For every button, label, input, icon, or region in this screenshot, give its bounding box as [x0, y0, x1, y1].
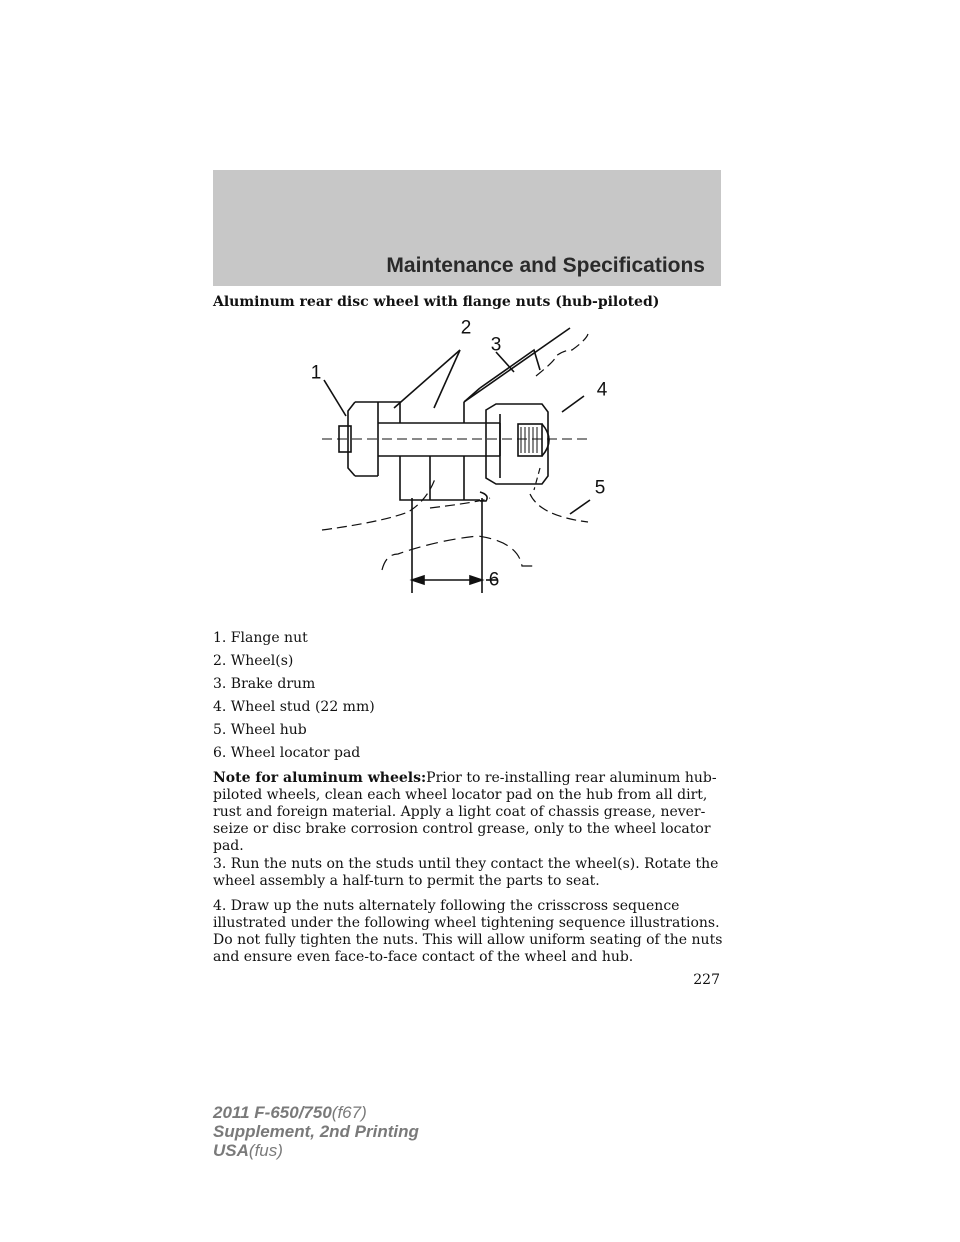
callout-3: 3 [490, 334, 502, 356]
note-label: Note for aluminum wheels: [213, 770, 427, 786]
section-title: Maintenance and Specifications [386, 254, 705, 277]
step-3-paragraph: 3. Run the nuts on the studs until they contact the wheel(s). Rotate the wheel assembly a half-turn to permit the parts to seat. [213, 856, 719, 890]
legend-item: 1. Flange nut [213, 630, 308, 646]
legend-item: 4. Wheel stud (22 mm) [213, 699, 375, 716]
legend-item: 2. Wheel(s) [213, 653, 294, 670]
callout-2: 2 [460, 317, 472, 339]
footer-market: USA [213, 1141, 249, 1160]
document-footer [213, 1103, 613, 1160]
callout-5: 5 [594, 477, 606, 499]
callout-4: 4 [596, 379, 608, 401]
callout-labels [311, 318, 608, 591]
diagram-legend [213, 630, 733, 769]
legend-item: 3. Brake drum [213, 676, 316, 693]
footer-model-code: (f67) [331, 1103, 367, 1122]
section-header-band [213, 170, 721, 286]
callout-6: 6 [488, 569, 500, 591]
legend-item: 6. Wheel locator pad [213, 745, 361, 762]
footer-edition: Supplement, 2nd Printing [213, 1122, 419, 1141]
note-text: Prior to re-installing rear aluminum hub-piloted wheels, clean each wheel locator pad on the hub from all dirt, rust and foreign material. Apply a light coat of chassis grease, never-seize or disc brake corrosion control grease, only to the wheel locator pad. [213, 770, 717, 855]
section-heading: Aluminum rear disc wheel with flange nuts (hub-piloted) [213, 294, 660, 310]
callout-1: 1 [310, 362, 322, 384]
legend-item: 5. Wheel hub [213, 722, 307, 739]
wheel-assembly-drawing [300, 308, 620, 613]
page-number: 227 [693, 972, 720, 988]
footer-market-code: (fus) [248, 1141, 283, 1160]
aluminum-wheel-note [213, 770, 733, 855]
step-4-paragraph: 4. Draw up the nuts alternately following the crisscross sequence illustrated under the following wheel tightening sequence illustrations. Do not fully tighten the nuts. This will allow uniform seating of the nuts and ensure even face-to-face contact of the wheel and hub. [213, 898, 723, 966]
wheel-assembly-diagram [300, 308, 620, 613]
footer-model: 2011 F-650/750 [213, 1103, 332, 1122]
